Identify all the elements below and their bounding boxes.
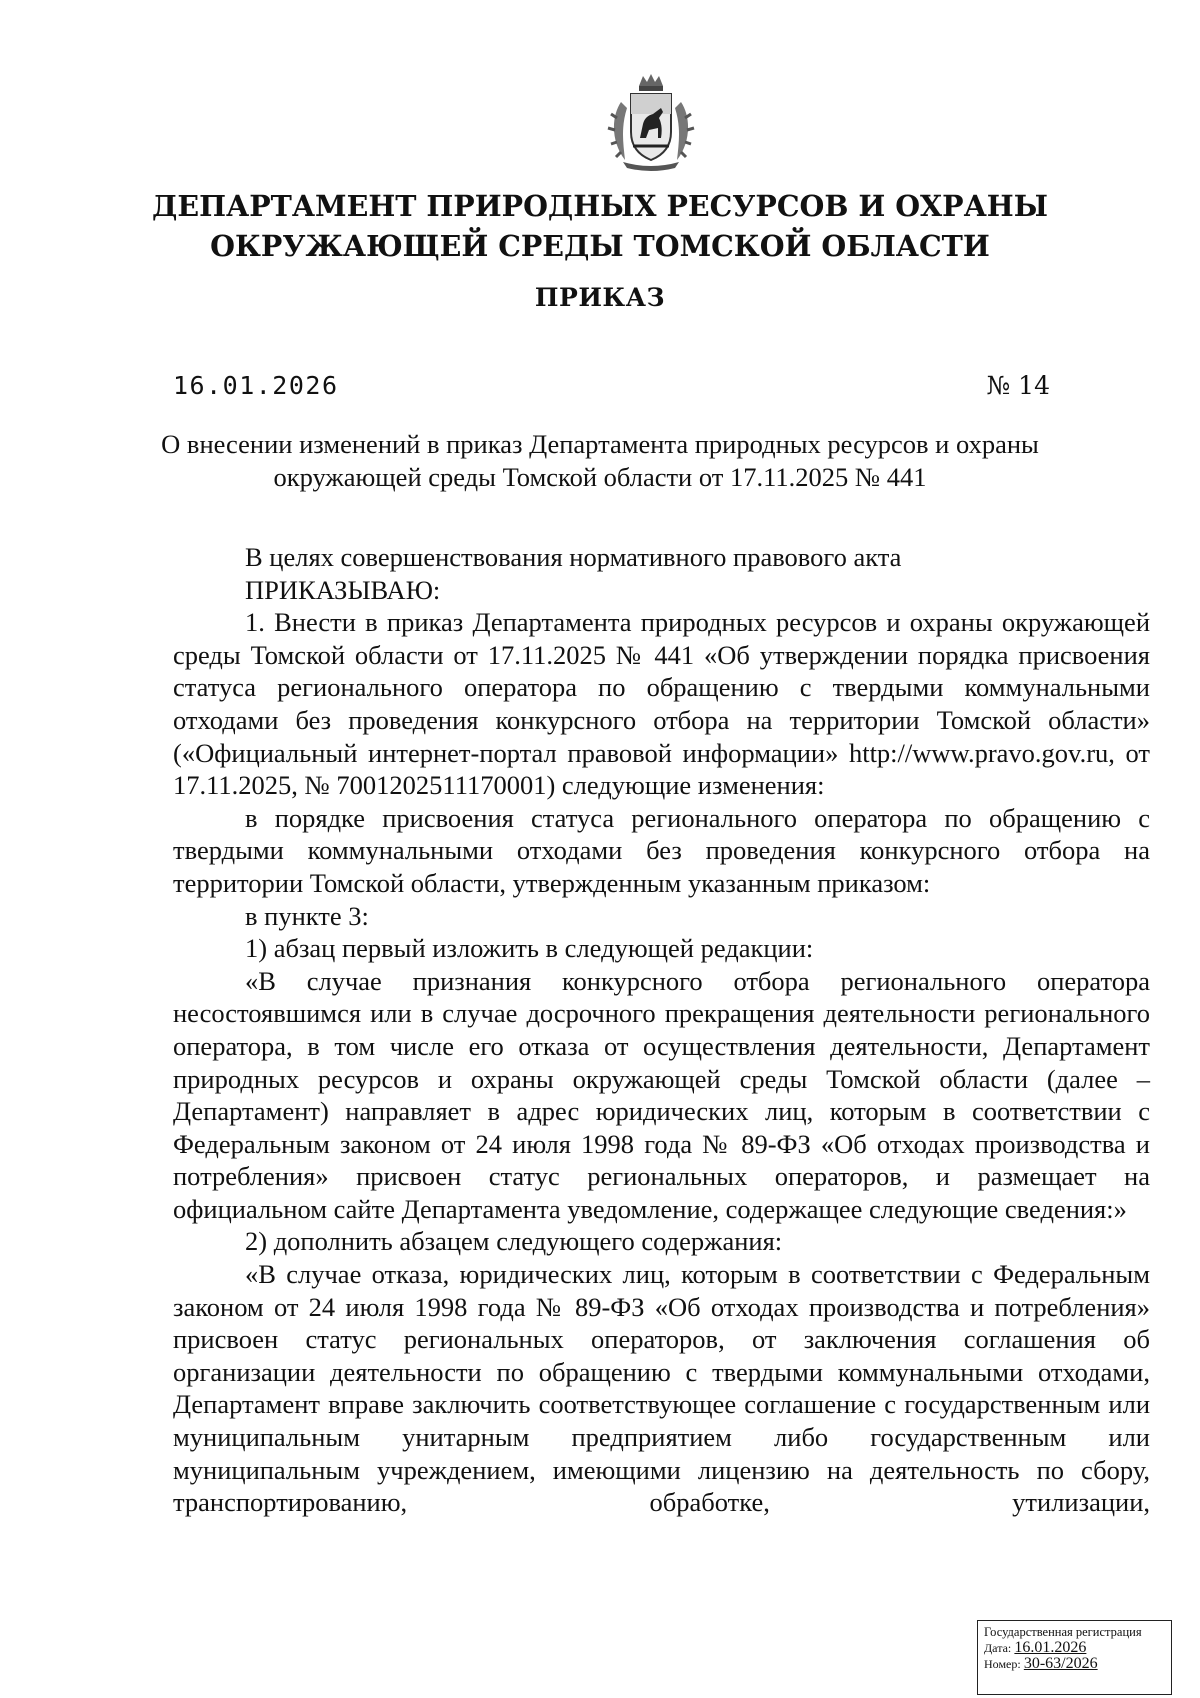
order-subject [150,428,1050,494]
registration-stamp [977,1620,1172,1695]
clause-1-paragraph: 1. Внести в приказ Департамента природных ресурсов и охраны окружающей среды Томской области от 17.11.2025 № 441 «Об утверждении порядка присвоения статуса регионального оператора по обращению с твердыми коммунальными отходами без проведения конкурсного отбора на территории Томской области» («Официальный интернет-портал правовой информации» http://www.pravo.gov.ru, от 17.11.2025, № 7001202511170001) следующие изменения: [173,607,1150,801]
point-3-paragraph: в пункте 3: [245,900,369,931]
order-body [173,541,1150,1519]
amendment-intro-paragraph: в порядке присвоения статуса регионального оператора по обращению с твердыми коммунальными отходами без проведения конкурсного отбора на территории Томской области, утвержденным указанным приказом: [173,802,1150,898]
organization-title-line1: ДЕПАРТАМЕНТ ПРИРОДНЫХ РЕСУРСОВ И ОХРАНЫ [152,189,1048,223]
registration-date-value: 16.01.2026 [1014,1639,1087,1656]
order-subject-line1: О внесении изменений в приказ Департамента природных ресурсов и охраны [161,429,1039,459]
registration-stamp-title: Государственная регистрация [984,1625,1142,1639]
document-type: ПРИКАЗ [534,283,666,312]
order-date: 16.01.2026 [173,371,339,400]
order-subject-line2: окружающей среды Томской области от 17.11.2025 № 441 [273,462,927,492]
subclause-2-paragraph: 2) дополнить абзацем следующего содержания: [245,1226,783,1257]
registration-number-label: Номер: [984,1657,1021,1671]
registration-number-value: 30-63/2026 [1023,1655,1098,1672]
organization-title-line2: ОКРУЖАЮЩЕЙ СРЕДЫ ТОМСКОЙ ОБЛАСТИ [210,229,990,263]
organization-title [0,186,1200,266]
preamble-paragraph: В целях совершенствования нормативного правового акта [245,542,902,572]
order-number: № 14 [986,371,1050,400]
registration-date-label: Дата: [984,1641,1012,1655]
new-first-paragraph-text: «В случае признания конкурсного отбора регионального оператора несостоявшимся или в случае досрочного прекращения деятельности регионального оператора, в том числе его отказа от осуществления деятельности, Департамент природных ресурсов и охраны окружающей среды Томской области (далее – Департамент) направляет в адрес юридических лиц, которым в соответствии с Федеральным законом от 24 июля 1998 года № 89-ФЗ «Об отходах производства и потребления» присвоен статус региональных операторов, и размещает на официальном сайте Департамента уведомление, содержащее следующие сведения:» [173,965,1150,1224]
new-added-paragraph-text: «В случае отказа, юридических лиц, которым в соответствии с Федеральным законом от 24 июля 1998 года № 89-ФЗ «Об отходах производства и потребления» присвоен статус региональных операторов, от заключения соглашения об организации деятельности по обращению с твердыми коммунальными отходами, Департамент вправе заключить соответствующее соглашение с государственным или муниципальным унитарным предприятием либо государственным или муниципальным учреждением, имеющими лицензию на деятельность по сбору, транспортированию, обработке, утилизации, [173,1259,1150,1518]
order-directive: ПРИКАЗЫВАЮ: [245,574,441,605]
subclause-1-paragraph: 1) абзац первый изложить в следующей редакции: [245,933,814,964]
coat-of-arms-icon [603,72,699,172]
